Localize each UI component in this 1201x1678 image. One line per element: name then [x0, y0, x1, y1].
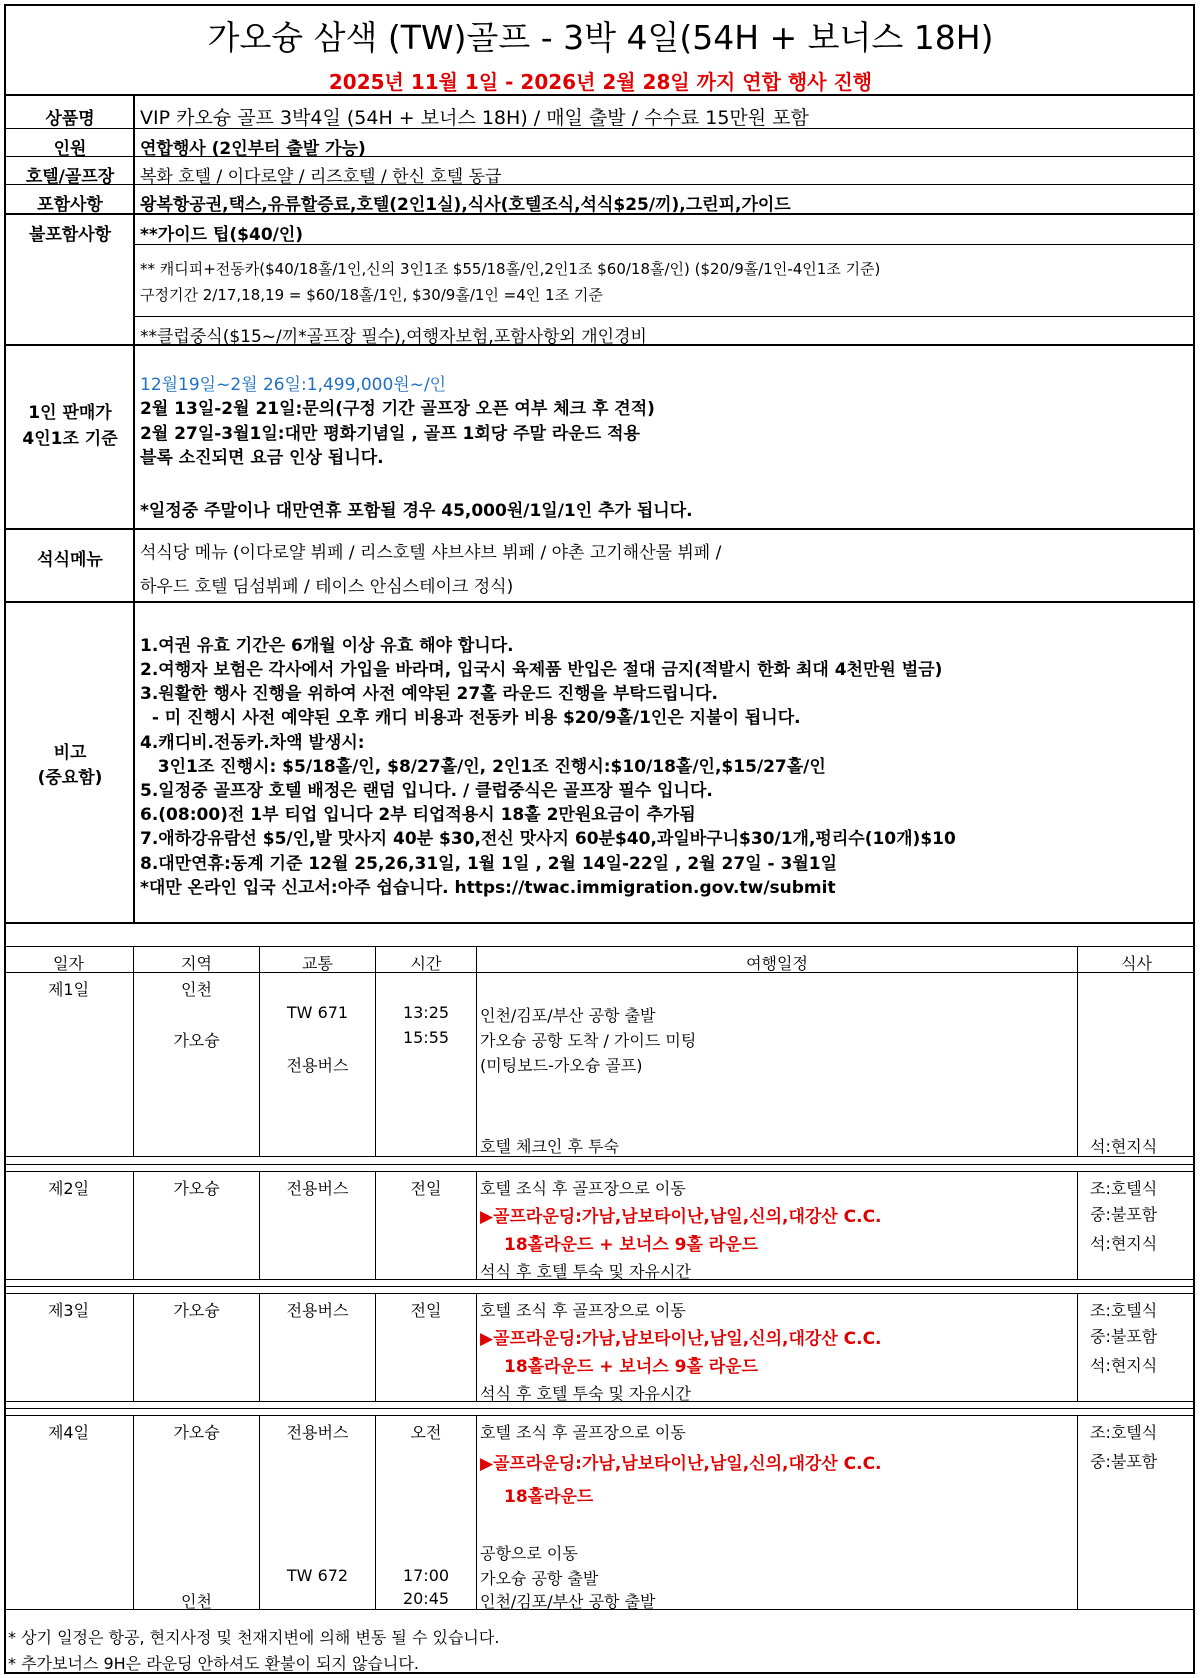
day3-plan: 호텔 조식 후 골프장으로 이동: [480, 1301, 686, 1320]
column-divider: [375, 946, 376, 1156]
day1-meal: 석:현지식: [1090, 1137, 1158, 1156]
day1-plan: 호텔 체크인 후 투숙: [480, 1137, 619, 1156]
day4-region: 인천: [181, 1592, 212, 1611]
divider: [4, 1408, 1195, 1409]
column-divider: [259, 946, 260, 1156]
divider: [4, 1164, 1195, 1165]
day1-bus: 전용버스: [286, 1056, 349, 1075]
day3-region: 가오슝: [173, 1301, 220, 1320]
price-line: 블록 소진되면 요금 인상 됩니다.: [140, 448, 384, 468]
exclude-club-lunch: **클럽중식($15~/끼*골프장 필수),여행자보험,포함사항외 개인경비: [140, 327, 647, 347]
divider: [4, 1415, 1195, 1416]
divider: [133, 316, 1195, 317]
day4-plan: 인천/김포/부산 공항 출발: [480, 1592, 656, 1611]
day2-meal: 조:호텔식: [1090, 1179, 1158, 1198]
column-divider: [1077, 1415, 1078, 1609]
note-line: 6.(08:00)전 1부 티업 입니다 2부 티업적용시 18홀 2만원요금이 추가됨: [140, 805, 696, 825]
notes-label-2: (중요함): [37, 768, 103, 788]
column-divider: [1077, 946, 1078, 1156]
header-transport: 교통: [302, 954, 333, 973]
column-divider: [1077, 1171, 1078, 1279]
notes-label-1: 비고: [53, 743, 87, 763]
header-itinerary: 여행일정: [746, 954, 808, 973]
divider: [4, 601, 1195, 603]
day1-flight: TW 671: [286, 1003, 349, 1022]
day3-time: 전일: [410, 1301, 442, 1320]
day4-label: 제4일: [47, 1423, 90, 1442]
people-label: 인원: [53, 139, 87, 159]
day3-golf-round: ▶골프라운딩:가남,남보타이난,남일,신의,대강산 C.C.: [480, 1329, 882, 1349]
note-line: 2.여행자 보험은 각사에서 가입을 바라며, 입국시 육제품 반입은 절대 금지(적발시 한화 최대 4천만원 벌금): [140, 660, 943, 680]
day4-plan: 공항으로 이동: [480, 1544, 578, 1563]
day4-meal: 조:호텔식: [1090, 1423, 1158, 1442]
divider: [4, 946, 1195, 947]
day1-region: 인천: [181, 980, 212, 999]
note-line: 3인1조 진행시: $5/18홀/인, $8/27홀/인, 2인1조 진행시:$10/18홀/인,$15/27홀/인: [140, 757, 826, 777]
day2-transport: 전용버스: [286, 1179, 349, 1198]
day4-flight: TW 672: [286, 1566, 349, 1585]
price-label-2: 4인1조 기준: [22, 429, 118, 449]
period-subtitle: 2025년 11월 1일 - 2026년 2월 28일 까지 연합 행사 진행: [328, 70, 873, 94]
page-title: 가오슝 삼색 (TW)골프 - 3박 4일(54H + 보너스 18H): [207, 18, 994, 57]
note-line: *대만 온라인 입국 신고서:아주 쉽습니다. https://twac.immigration.gov.tw/submit: [140, 878, 836, 898]
day2-plan: 호텔 조식 후 골프장으로 이동: [480, 1179, 686, 1198]
exclude-guide-tip: **가이드 팁($40/인): [140, 225, 304, 245]
include-label: 포함사항: [37, 195, 103, 215]
price-surcharge-note: *일정중 주말이나 대만연휴 포함될 경우 45,000원/1일/1인 추가 됩니다.: [140, 501, 693, 521]
divider: [4, 1171, 1195, 1172]
day3-label: 제3일: [47, 1301, 90, 1320]
exclude-caddie-fee: ** 캐디피+전동카($40/18홀/1인,신의 3인1조 $55/18홀/인,2인1조 $60/18홀/인) ($20/9홀/1인-4인1조 기준): [140, 260, 881, 278]
hotel-label: 호텔/골프장: [25, 167, 115, 187]
header-region: 지역: [181, 954, 212, 973]
day4-time: 20:45: [402, 1589, 450, 1608]
day2-golf-holes: 18홀라운드 + 보너스 9홀 라운드: [504, 1235, 759, 1255]
day4-region: 가오슝: [173, 1423, 220, 1442]
day4-plan: 호텔 조식 후 골프장으로 이동: [480, 1423, 686, 1442]
day2-time: 전일: [410, 1179, 442, 1198]
day4-golf-round: ▶골프라운딩:가남,남보타이난,남일,신의,대강산 C.C.: [480, 1454, 882, 1474]
day1-time: 15:55: [402, 1028, 450, 1047]
footer-note: * 상기 일정은 항공, 현지사정 및 천재지변에 의해 변동 될 수 있습니다.: [8, 1628, 500, 1647]
hotel-value: 복화 호텔 / 이다로얄 / 리즈호텔 / 한신 호텔 동급: [140, 167, 502, 187]
column-divider: [476, 946, 477, 1156]
note-line: 7.애하강유람선 $5/인,발 맛사지 40분 $30,전신 맛사지 60분$40,과일바구니$30/1개,펑리수(10개)$10: [140, 829, 956, 849]
note-line: 3.원활한 행사 진행을 위하여 사전 예약된 27홀 라운드 진행을 부탁드립니다.: [140, 684, 718, 704]
header-meal: 식사: [1121, 954, 1152, 973]
note-line: 1.여권 유효 기간은 6개월 이상 유효 해야 합니다.: [140, 636, 514, 656]
day4-golf-holes: 18홀라운드: [504, 1487, 594, 1507]
day3-meal: 조:호텔식: [1090, 1301, 1158, 1320]
day2-plan: 석식 후 호텔 투숙 및 자유시간: [480, 1262, 691, 1281]
column-divider: [476, 1293, 477, 1401]
day3-meal: 중:불포함: [1090, 1327, 1158, 1346]
column-divider: [476, 1415, 477, 1609]
dinner-line: 하우드 호텔 딤섬뷔페 / 테이스 안심스테이크 정식): [140, 577, 514, 597]
footer-note: * 추가보너스 9H은 라운딩 안하셔도 환불이 되지 않습니다.: [8, 1654, 419, 1673]
exclude-label: 불포함사항: [28, 225, 112, 245]
price-label-1: 1인 판매가: [28, 403, 112, 423]
column-divider: [1077, 1293, 1078, 1401]
divider: [4, 1293, 1195, 1294]
dinner-line: 석식당 메뉴 (이다로얄 뷔페 / 리스호텔 샤브샤브 뷔페 / 야촌 고기해산물 뷔페 /: [140, 543, 722, 563]
day4-bus: 전용버스: [286, 1423, 349, 1442]
day1-plan: 가오슝 공항 도착 / 가이드 미팅: [480, 1031, 697, 1050]
exclude-lunar-period: 구정기간 2/17,18,19 = $60/18홀/1인, $30/9홀/1인 =4인 1조 기준: [140, 286, 603, 304]
people-value: 연합행사 (2인부터 출발 가능): [140, 139, 366, 159]
note-line: 4.캐디비.전동카.차액 발생시:: [140, 733, 365, 753]
day4-meal: 중:불포함: [1090, 1452, 1158, 1471]
day2-meal: 중:불포함: [1090, 1205, 1158, 1224]
day2-golf-round: ▶골프라운딩:가남,남보타이난,남일,신의,대강산 C.C.: [480, 1207, 882, 1227]
note-line: 8.대만연휴:동계 기준 12월 25,26,31일, 1월 1일 , 2월 14일-22일 , 2월 27일 - 3월1일: [140, 854, 838, 874]
divider: [4, 1286, 1195, 1287]
price-line: 2월 13일-2월 21일:문의(구정 기간 골프장 오픈 여부 체크 후 견적): [140, 399, 655, 419]
day1-plan: (미팅보드-가오슝 골프): [480, 1056, 643, 1075]
divider: [4, 528, 1195, 530]
price-line: 2월 27일-3월1일:대만 평화기념일 , 골프 1회당 주말 라운드 적용: [140, 424, 640, 444]
day1-region: 가오슝: [173, 1031, 220, 1050]
column-divider: [476, 1171, 477, 1279]
day2-region: 가오슝: [173, 1179, 220, 1198]
column-divider: [133, 1415, 134, 1609]
day1-time: 13:25: [402, 1003, 450, 1022]
header-day: 일자: [53, 954, 84, 973]
divider: [4, 94, 1195, 96]
day3-golf-holes: 18홀라운드 + 보너스 9홀 라운드: [504, 1357, 759, 1377]
dinner-label: 석식메뉴: [37, 550, 103, 570]
note-line: - 미 진행시 사전 예약된 오후 캐디 비용과 전동카 비용 $20/9홀/1인은 지불이 됩니다.: [140, 708, 801, 728]
divider: [4, 922, 1195, 924]
day2-meal: 석:현지식: [1090, 1234, 1158, 1253]
day1-plan: 인천/김포/부산 공항 출발: [480, 1006, 656, 1025]
day1-label: 제1일: [47, 980, 90, 999]
product-label: 상품명: [45, 109, 95, 129]
header-time: 시간: [410, 954, 442, 973]
day3-meal: 석:현지식: [1090, 1356, 1158, 1375]
note-line: 5.일정중 골프장 호텔 배정은 랜덤 입니다. / 클럽중식은 골프장 필수 입니다.: [140, 781, 713, 801]
product-value: VIP 카오슝 골프 3박4일 (54H + 보너스 18H) / 매일 출발 / 수수료 15만원 포함: [140, 107, 809, 129]
day4-time: 오전: [410, 1423, 442, 1442]
day4-plan: 가오슝 공항 출발: [480, 1569, 599, 1588]
include-value: 왕복항공권,택스,유류할증료,호텔(2인1실),식사(호텔조식,석식$25/끼),그린피,가이드: [140, 195, 791, 215]
day3-transport: 전용버스: [286, 1301, 349, 1320]
day4-time: 17:00: [402, 1566, 450, 1585]
day3-plan: 석식 후 호텔 투숙 및 자유시간: [480, 1384, 691, 1403]
price-line: 12월19일~2월 26일:1,499,000원~/인: [140, 375, 447, 395]
day2-label: 제2일: [47, 1179, 90, 1198]
